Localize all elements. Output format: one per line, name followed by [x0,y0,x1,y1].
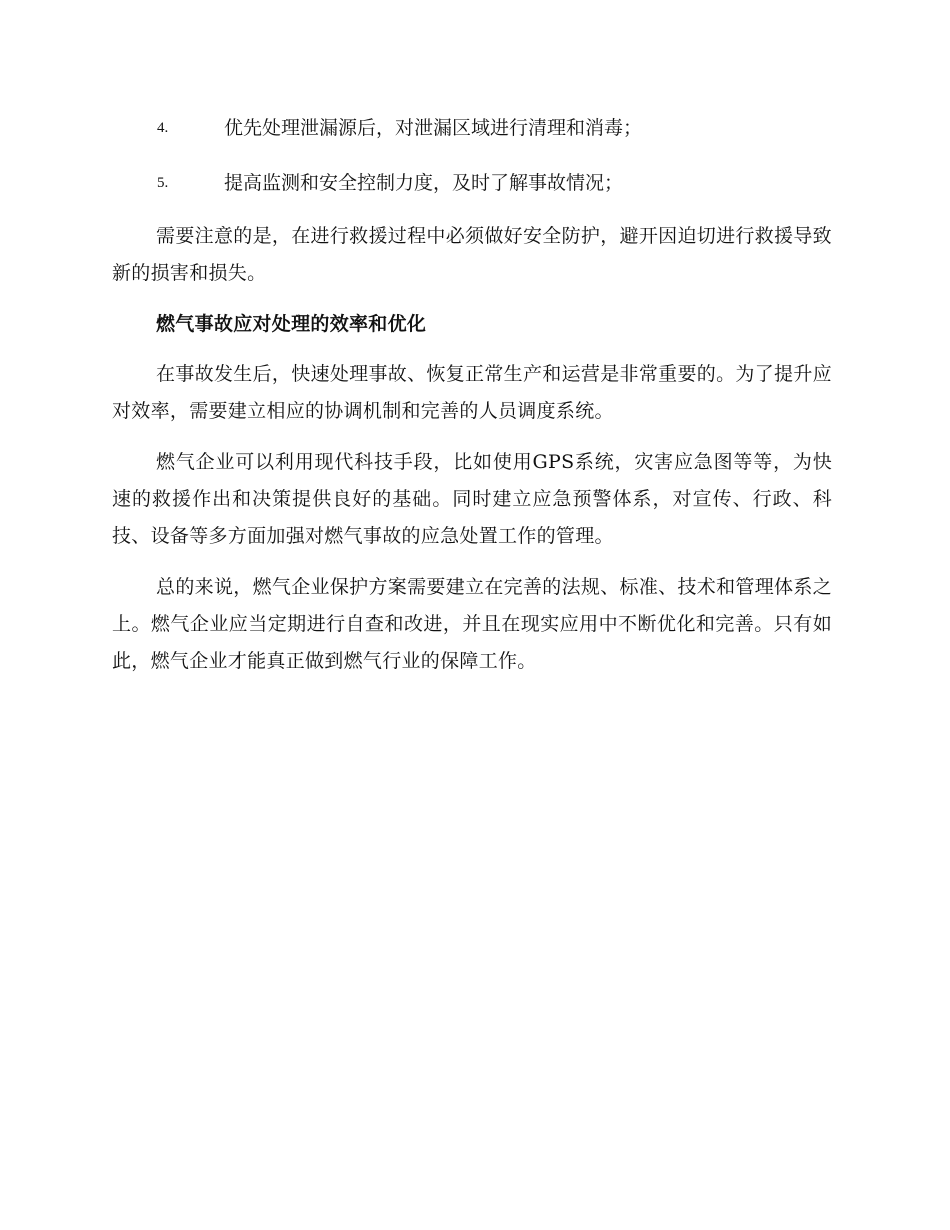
body-paragraph: 燃气企业可以利用现代科技手段，比如使用GPS系统，灾害应急图等等，为快速的救援作出和决策提供良好的基础。同时建立应急预警体系，对宣传、行政、科技、设备等多方面加强对燃气事故的应急处置工作的管理。 [112,451,832,547]
body-paragraph: 在事故发生后，快速处理事故、恢复正常生产和运营是非常重要的。为了提升应对效率，需要建立相应的协调机制和完善的人员调度系统。 [112,363,832,422]
list-item [112,108,832,148]
list-item-text: 提高监测和安全控制力度，及时了解事故情况； [224,172,624,194]
list-item-number: 4. [157,120,169,136]
document-body [112,108,832,694]
note-paragraph: 需要注意的是，在进行救援过程中必须做好安全防护，避开因迫切进行救援导致新的损害和损失。 [112,225,832,284]
list-item-number: 5. [157,175,169,191]
section-heading: 燃气事故应对处理的效率和优化 [156,313,427,335]
list-item [112,163,832,203]
body-paragraph: 总的来说，燃气企业保护方案需要建立在完善的法规、标准、技术和管理体系之上。燃气企业应当定期进行自查和改进，并且在现实应用中不断优化和完善。只有如此，燃气企业才能真正做到燃气行业的保障工作。 [112,576,832,672]
list-item-text: 优先处理泄漏源后，对泄漏区域进行清理和消毒； [224,117,643,139]
